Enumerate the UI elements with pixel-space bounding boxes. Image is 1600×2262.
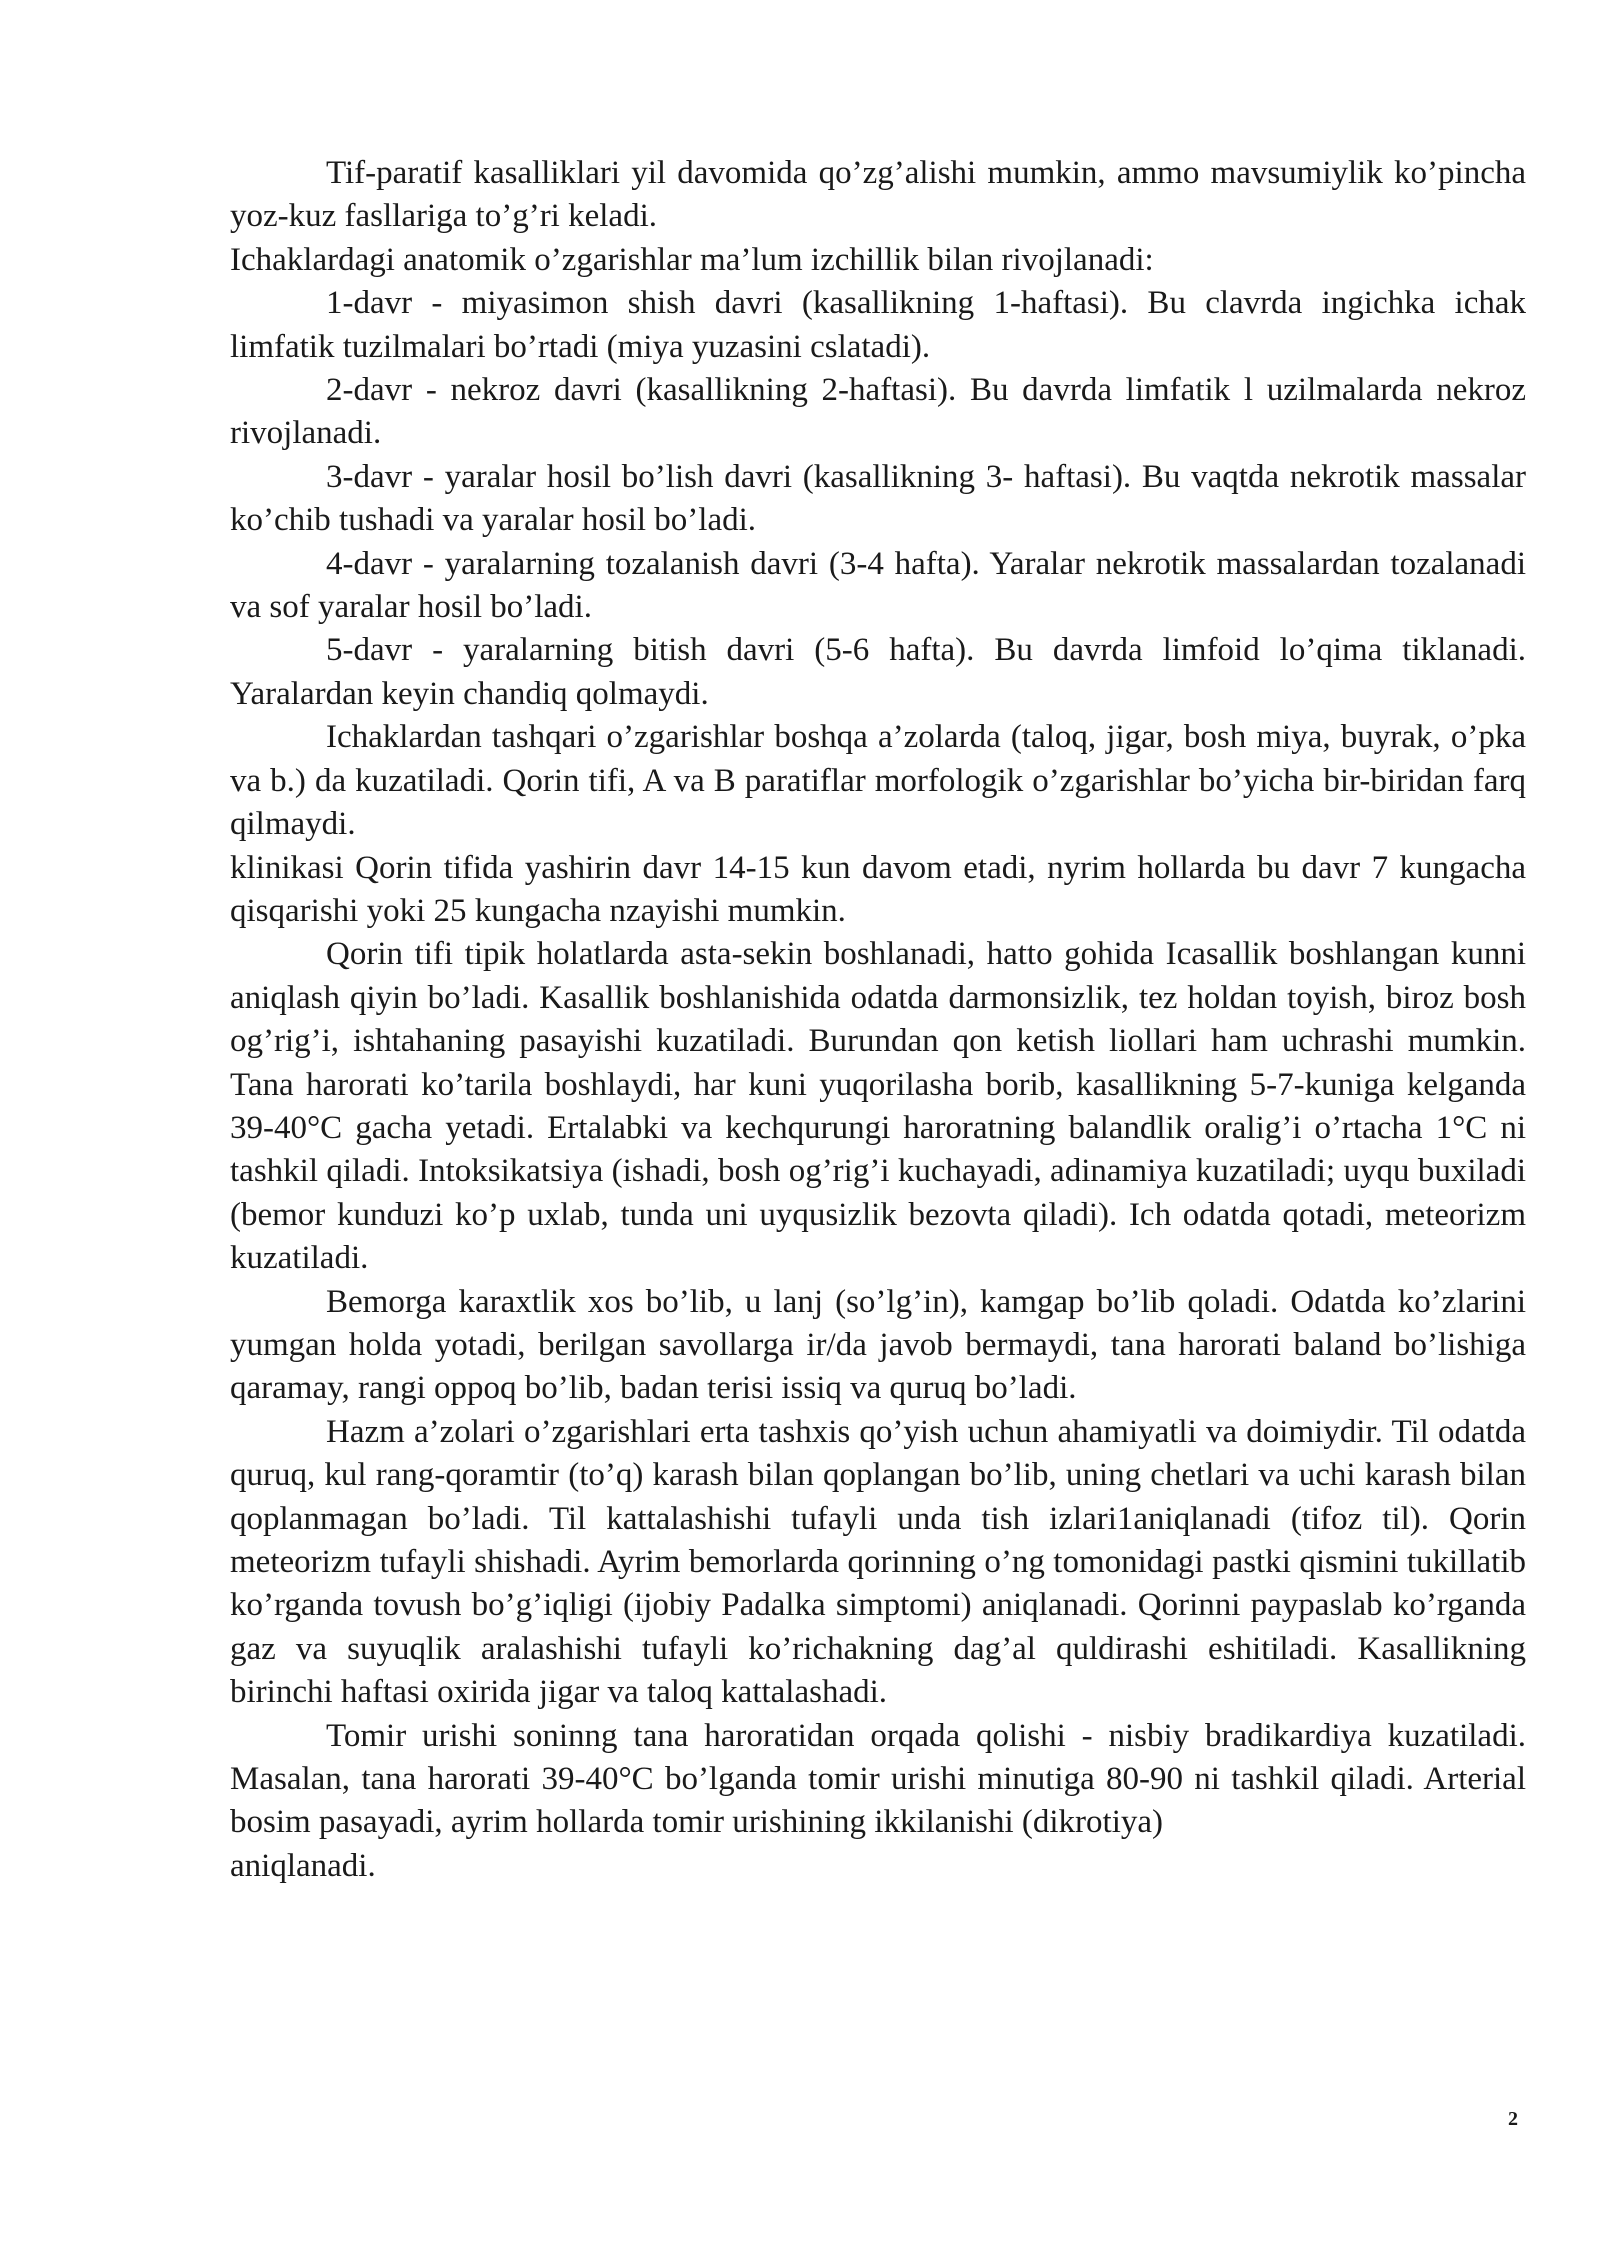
paragraph: 1-davr - miyasimon shish davri (kasallikning 1-haftasi). Bu clavrda ingichka ichak limfatik tuzilmalari bo’rtadi (miya yuzasini cslatadi). xyxy=(230,285,1526,365)
paragraph: Qorin tifi tipik holatlarda asta-sekin boshlanadi, hatto gohida Icasallik boshlangan kunni aniqlash qiyin bo’ladi. Kasallik boshlanishida odatda darmonsizlik, tez holdan toyish, biroz bosh og’rig’i, ishtahaning pasayishi kuzatiladi. Burundan qon ketish liollari ham uchrashi mumkin. Tana harorati ko’tarila boshlaydi, har kuni yuqorilasha borib, kasallikning 5-7-kuniga kelganda 39-40°C gacha yetadi. Ertalabki va kechqurungi haroratning balandlik oralig’i o’rtacha 1°C ni tashkil qiladi. Intoksikatsiya (ishadi, bosh og’rig’i kuchayadi, adinamiya kuzatiladi; uyqu buxiladi (bemor kunduzi ko’p uxlab, tunda uni uyqusizlik bezovta qiladi). Ich odatda qotadi, meteorizm kuzatiladi. xyxy=(230,936,1526,1277)
paragraph: Hazm a’zolari o’zgarishlari erta tashxis qo’yish uchun ahamiyatli va doimiydir. Til odatda quruq, kul rang-qoramtir (to’q) karash bilan qoplangan bo’lib, uning chetlari va uchi karash bilan qoplanmagan bo’ladi. Til kattalashishi tufayli unda tish izlari1aniqlanadi (tifoz til). Qorin meteorizm tufayli shishadi. Ayrim bemorlarda qorinning o’ng tomonidagi pastki qismini tukillatib ko’rganda tovush bo’g’iqligi (ijobiy Padalka simptomi) aniqlanadi. Qorinni paypaslab ko’rganda gaz va suyuqlik aralashishi tufayli ko’richakning dag’al quldirashi eshitiladi. Kasallikning birinchi haftasi oxirida jigar va taloq kattalashadi. xyxy=(230,1413,1526,1711)
paragraph: aniqlanadi. xyxy=(230,1847,376,1884)
paragraph: Ichaklardan tashqari o’zgarishlar boshqa a’zolarda (taloq, jigar, bosh miya, buyrak, o’pka va b.) da kuzatiladi. Qorin tifi, A va B paratiflar morfologik o’zgarishlar bo’yicha bir-biridan farq qilmaydi. xyxy=(230,719,1526,843)
paragraph: 5-davr - yaralarning bitish davri (5-6 hafta). Bu davrda limfoid lo’qima tiklanadi. Yaralardan keyin chandiq qolmaydi. xyxy=(230,632,1526,712)
paragraph: Tif-paratif kasalliklari yil davomida qo’zg’alishi mumkin, ammo mavsumiylik ko’pincha yoz-kuz fasllariga to’g’ri keladi. xyxy=(230,155,1526,235)
paragraph: klinikasi Qorin tifida yashirin davr 14-15 kun davom etadi, nyrim hollarda bu davr 7 kungacha qisqarishi yoki 25 kungacha nzayishi mumkin. xyxy=(230,849,1526,929)
page-number: 2 xyxy=(1508,2108,1518,2130)
paragraph: Tomir urishi soninng tana haroratidan orqada qolishi - nisbiy bradikardiya kuzatiladi. Masalan, tana harorati 39-40°C bo’lganda tomir urishi minutiga 80-90 ni tashkil qiladi. Arterial bosim pasayadi, ayrim hollarda tomir urishining ikkilanishi (dikrotiya) xyxy=(230,1717,1526,1841)
paragraph: Bemorga karaxtlik xos bo’lib, u lanj (so’lg’in), kamgap bo’lib qoladi. Odatda ko’zlarini yumgan holda yotadi, berilgan savollarga ir/da javob bermaydi, tana harorati baland bo’lishiga qaramay, rangi oppoq bo’lib, badan terisi issiq va quruq bo’ladi. xyxy=(230,1283,1526,1407)
paragraph: 4-davr - yaralarning tozalanish davri (3-4 hafta). Yaralar nekrotik massalardan tozalanadi va sof yaralar hosil bo’ladi. xyxy=(230,545,1526,626)
document-body xyxy=(230,152,1526,1888)
paragraph: 2-davr - nekroz davri (kasallikning 2-haftasi). Bu davrda limfatik l uzilmalarda nekroz rivojlanadi. xyxy=(230,372,1526,452)
paragraph: Ichaklardagi anatomik o’zgarishlar ma’lum izchillik bilan rivojlanadi: xyxy=(230,241,1154,278)
paragraph: 3-davr - yaralar hosil bo’lish davri (kasallikning 3- haftasi). Bu vaqtda nekrotik massalar ko’chib tushadi va yaralar hosil bo’ladi. xyxy=(230,458,1526,539)
